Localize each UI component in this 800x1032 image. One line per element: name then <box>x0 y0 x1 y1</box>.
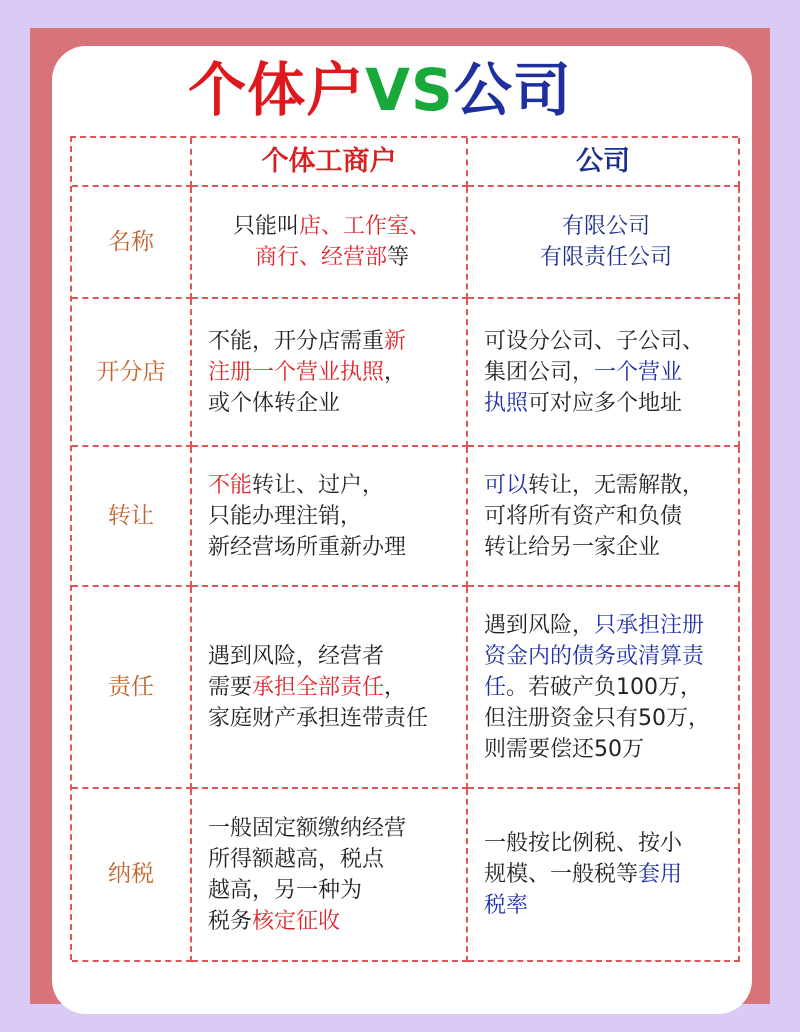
highlight: 只承担注册 <box>594 612 705 638</box>
text: 税务 <box>208 908 253 934</box>
text: 转让给另一家企业 <box>484 534 661 560</box>
text: 可对应多个地址 <box>528 390 683 416</box>
text: 遇到风险，经营者 <box>208 643 385 669</box>
text: 则需要偿还50万 <box>484 736 644 762</box>
highlight: 承担全部责任 <box>252 674 385 700</box>
text: 遇到风险， <box>484 612 595 638</box>
highlight: 一个营业 <box>594 359 683 385</box>
highlight: 可以 <box>484 472 529 498</box>
text: 家庭财产承担连带责任 <box>208 705 429 731</box>
text: 一般按比例税、按小 <box>484 831 683 856</box>
text: 转让，无需解散， <box>528 472 705 498</box>
highlight: 注册一个营业执照 <box>208 359 385 385</box>
text: 不能，开分店需重 <box>208 328 385 354</box>
highlight: 新 <box>384 328 407 354</box>
highlight: 税率 <box>484 893 529 918</box>
name-individual <box>192 187 468 299</box>
text: 一般固定额缴纳经营 <box>208 815 407 841</box>
row-label-transfer: 转让 <box>72 447 192 587</box>
highlight: 任 <box>484 674 507 700</box>
text: 可设分公司、子公司、 <box>484 328 705 354</box>
page-title <box>0 56 760 124</box>
text: 有限公司 <box>561 214 650 239</box>
branch-company <box>468 299 740 447</box>
text: 规模、一般税等 <box>484 862 639 887</box>
title-company: 公司 <box>453 56 572 124</box>
transfer-individual <box>192 447 468 587</box>
text: 只能叫 <box>232 214 299 239</box>
row-label-liability: 责任 <box>72 587 192 789</box>
row-label-tax: 纳税 <box>72 789 192 962</box>
text: 需要 <box>208 674 253 700</box>
tax-individual <box>192 789 468 962</box>
text: 等 <box>387 245 410 270</box>
text: 集团公司， <box>484 359 595 385</box>
text: ， <box>384 674 407 700</box>
text: 。若破产负100万， <box>506 674 703 700</box>
highlight: 商行、经营部 <box>254 245 387 270</box>
tax-company <box>468 789 740 962</box>
text: 越高，另一种为 <box>208 877 363 903</box>
header-company: 公司 <box>468 138 740 187</box>
row-label-branch: 开分店 <box>72 299 192 447</box>
text: 转让、过户， <box>252 472 385 498</box>
highlight: 执照 <box>484 390 529 416</box>
title-individual: 个体户 <box>188 56 366 124</box>
text: ， <box>384 359 407 385</box>
text: 只能办理注销， <box>208 503 363 529</box>
text: 或个体转企业 <box>208 390 341 416</box>
text: 可将所有资产和负债 <box>484 503 683 529</box>
liability-company <box>468 587 740 789</box>
transfer-company <box>468 447 740 587</box>
highlight: 店、工作室、 <box>299 214 432 239</box>
highlight: 资金内的债务或清算责 <box>484 643 705 669</box>
text: 新经营场所重新办理 <box>208 534 407 560</box>
name-company <box>468 187 740 299</box>
text: 但注册资金只有50万， <box>484 705 710 731</box>
highlight: 核定征收 <box>252 908 341 934</box>
header-blank <box>72 138 192 187</box>
highlight: 不能 <box>208 472 253 498</box>
text: 所得额越高，税点 <box>208 846 385 872</box>
liability-individual <box>192 587 468 789</box>
text: 有限责任公司 <box>539 245 672 270</box>
comparison-table <box>70 136 738 960</box>
highlight: 套用 <box>638 862 683 887</box>
title-vs: VS <box>365 56 454 124</box>
row-label-name: 名称 <box>72 187 192 299</box>
branch-individual <box>192 299 468 447</box>
header-individual: 个体工商户 <box>192 138 468 187</box>
